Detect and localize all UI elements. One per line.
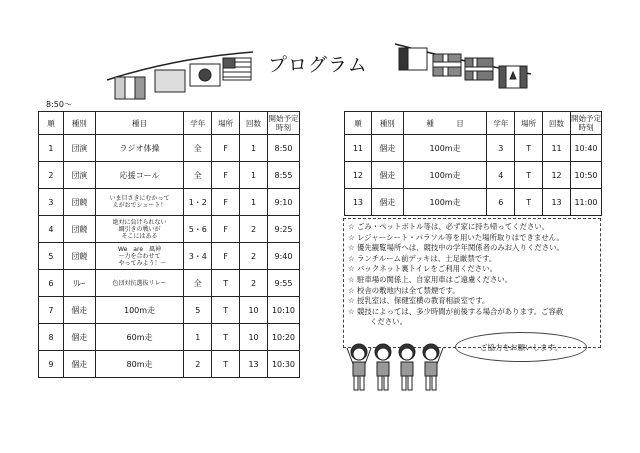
header-grade: 学年 <box>184 112 212 135</box>
cell-event: ラジオ体操 <box>95 135 184 162</box>
header-count: 回数 <box>543 112 571 135</box>
note-item: ☆ ごみ・ペットボトル等は、必ず家に持ち帰ってください。 <box>348 222 550 231</box>
cell-count: 10 <box>240 297 268 324</box>
note-item: ☆ 競技によっては、多少時間が前後する場合があります。ご容赦 <box>348 306 564 316</box>
cell-time: 10:40 <box>571 135 602 162</box>
table-row <box>345 189 602 216</box>
cell-time: 8:50 <box>268 135 300 162</box>
cell-place: T <box>515 189 543 216</box>
cell-grade: 6 <box>487 189 515 216</box>
cell-event: 100m走 <box>95 297 184 324</box>
header-time: 開始予定 時刻 <box>571 112 602 135</box>
cell-count: 2 <box>240 270 268 297</box>
cell-count: 13 <box>240 351 268 378</box>
cell-grade: 1 <box>184 324 212 351</box>
notes-box <box>343 218 601 348</box>
cell-no: 8 <box>39 324 64 351</box>
cell-place: T <box>515 135 543 162</box>
header-no: 順 <box>39 112 64 135</box>
header-no: 順 <box>345 112 372 135</box>
header-time: 開始予定 時刻 <box>268 112 300 135</box>
cell-kind: 個走 <box>371 135 403 162</box>
cell-place: T <box>212 351 240 378</box>
table-row <box>39 189 300 216</box>
note-item: ☆ 授乳室は、保健室横の教育相談室です。 <box>348 296 490 306</box>
kids-illustration <box>345 340 445 395</box>
note-item: ☆ 優先観覧場所へは、競技中の学年関係者のみお入りください。 <box>348 243 564 253</box>
cell-place: F <box>212 135 240 162</box>
header-place: 場所 <box>515 112 543 135</box>
table-header-row <box>39 112 300 135</box>
cell-grade: 1・2 <box>184 189 212 216</box>
note-item: ☆ ランチルーム前デッキは、土足厳禁です。 <box>348 253 497 263</box>
cell-grade: 3 <box>487 135 515 162</box>
table-header-row <box>345 112 602 135</box>
cell-kind: 団演 <box>63 135 95 162</box>
cell-event: 60m走 <box>95 324 184 351</box>
header-event: 種目 <box>95 112 184 135</box>
cell-grade: 全 <box>184 162 212 189</box>
cell-event: 80m走 <box>95 351 184 378</box>
cell-time: 10:20 <box>268 324 300 351</box>
page-title: プログラム <box>268 54 368 76</box>
cell-time: 10:50 <box>571 162 602 189</box>
cell-event: 絶対に負けられない 綱引きの戦いが そこにはある <box>95 216 184 243</box>
speech-bubble: ご協力をお願いします。 <box>455 332 587 362</box>
cell-count: 11 <box>543 135 571 162</box>
cell-place: T <box>515 162 543 189</box>
note-item: ☆ バックネット裏トイレをご利用ください。 <box>348 264 497 274</box>
header-count: 回数 <box>240 112 268 135</box>
cell-event: We are 風神 〜力を合わせて やってみよう！〜 <box>95 243 184 270</box>
cell-count: 1 <box>240 135 268 162</box>
cell-no: 3 <box>39 189 64 216</box>
cell-event: 色団対抗選抜リレー <box>95 270 184 297</box>
cell-grade: 3・4 <box>184 243 212 270</box>
cell-kind: 個走 <box>371 162 403 189</box>
cell-event: 応援コール <box>95 162 184 189</box>
cell-count: 13 <box>543 189 571 216</box>
note-item: ☆ レジャーシート・パラソル等を用いた場所取りはできません。 <box>348 232 564 242</box>
start-time: 8:50〜 <box>46 100 72 109</box>
cell-place: T <box>212 324 240 351</box>
program-table-right <box>344 111 602 216</box>
table-row <box>39 135 300 162</box>
cell-no: 1 <box>39 135 64 162</box>
cell-grade: 全 <box>184 270 212 297</box>
cell-time: 11:00 <box>571 189 602 216</box>
cell-kind: 団演 <box>63 162 95 189</box>
table-row <box>345 162 602 189</box>
cell-no: 13 <box>345 189 372 216</box>
note-item: ください。 <box>370 317 407 327</box>
table-row <box>345 135 602 162</box>
cell-place: F <box>212 162 240 189</box>
cell-count: 10 <box>240 324 268 351</box>
cell-no: 4 <box>39 216 64 243</box>
cell-kind: 団競 <box>63 216 95 243</box>
cell-no: 11 <box>345 135 372 162</box>
table-row <box>39 297 300 324</box>
cell-time: 10:30 <box>268 351 300 378</box>
flag-bunting-left <box>105 50 255 105</box>
cell-kind: 個走 <box>371 189 403 216</box>
cell-no: 12 <box>345 162 372 189</box>
cell-grade: 4 <box>487 162 515 189</box>
cell-event: 100m走 <box>403 162 487 189</box>
cell-place: F <box>212 216 240 243</box>
cell-count: 1 <box>240 162 268 189</box>
table-row <box>39 216 300 243</box>
header-kind: 種別 <box>63 112 95 135</box>
cell-time: 8:55 <box>268 162 300 189</box>
cell-event: いま目さきにむかって えがおでシュート！ <box>95 189 184 216</box>
cell-time: 9:10 <box>268 189 300 216</box>
cell-count: 2 <box>240 216 268 243</box>
table-row <box>39 270 300 297</box>
table-row <box>39 243 300 270</box>
cell-kind: 個走 <box>63 351 95 378</box>
cell-kind: ﾘﾚｰ <box>63 270 95 297</box>
cell-event: 100m走 <box>403 135 487 162</box>
cell-place: T <box>212 297 240 324</box>
note-item: ☆ 駐車場の関係上、自家用車はご遠慮ください。 <box>348 274 513 284</box>
cell-grade: 全 <box>184 135 212 162</box>
cell-no: 5 <box>39 243 64 270</box>
cell-place: T <box>212 270 240 297</box>
cell-time: 10:10 <box>268 297 300 324</box>
cell-grade: 2 <box>184 351 212 378</box>
cell-time: 9:40 <box>268 243 300 270</box>
cell-count: 12 <box>543 162 571 189</box>
cell-no: 7 <box>39 297 64 324</box>
cell-place: F <box>212 243 240 270</box>
cell-grade: 5 <box>184 297 212 324</box>
cell-count: 1 <box>240 189 268 216</box>
cell-event: 100m走 <box>403 189 487 216</box>
table-row <box>39 324 300 351</box>
cell-no: 9 <box>39 351 64 378</box>
header-event: 種 目 <box>403 112 487 135</box>
cell-place: F <box>212 189 240 216</box>
cell-kind: 団競 <box>63 189 95 216</box>
table-row <box>39 162 300 189</box>
table-row <box>39 351 300 378</box>
cell-no: 6 <box>39 270 64 297</box>
cell-grade: 5・6 <box>184 216 212 243</box>
header-place: 場所 <box>212 112 240 135</box>
cell-kind: 個走 <box>63 297 95 324</box>
flag-bunting-right <box>393 42 533 97</box>
note-item: ☆ 校舎の敷地内は全て禁煙です。 <box>348 285 460 295</box>
cell-time: 9:55 <box>268 270 300 297</box>
header-grade: 学年 <box>487 112 515 135</box>
header-kind: 種別 <box>371 112 403 135</box>
cell-no: 2 <box>39 162 64 189</box>
program-table-left <box>38 111 300 378</box>
cell-kind: 団競 <box>63 243 95 270</box>
cell-count: 2 <box>240 243 268 270</box>
cell-kind: 個走 <box>63 324 95 351</box>
cell-time: 9:25 <box>268 216 300 243</box>
